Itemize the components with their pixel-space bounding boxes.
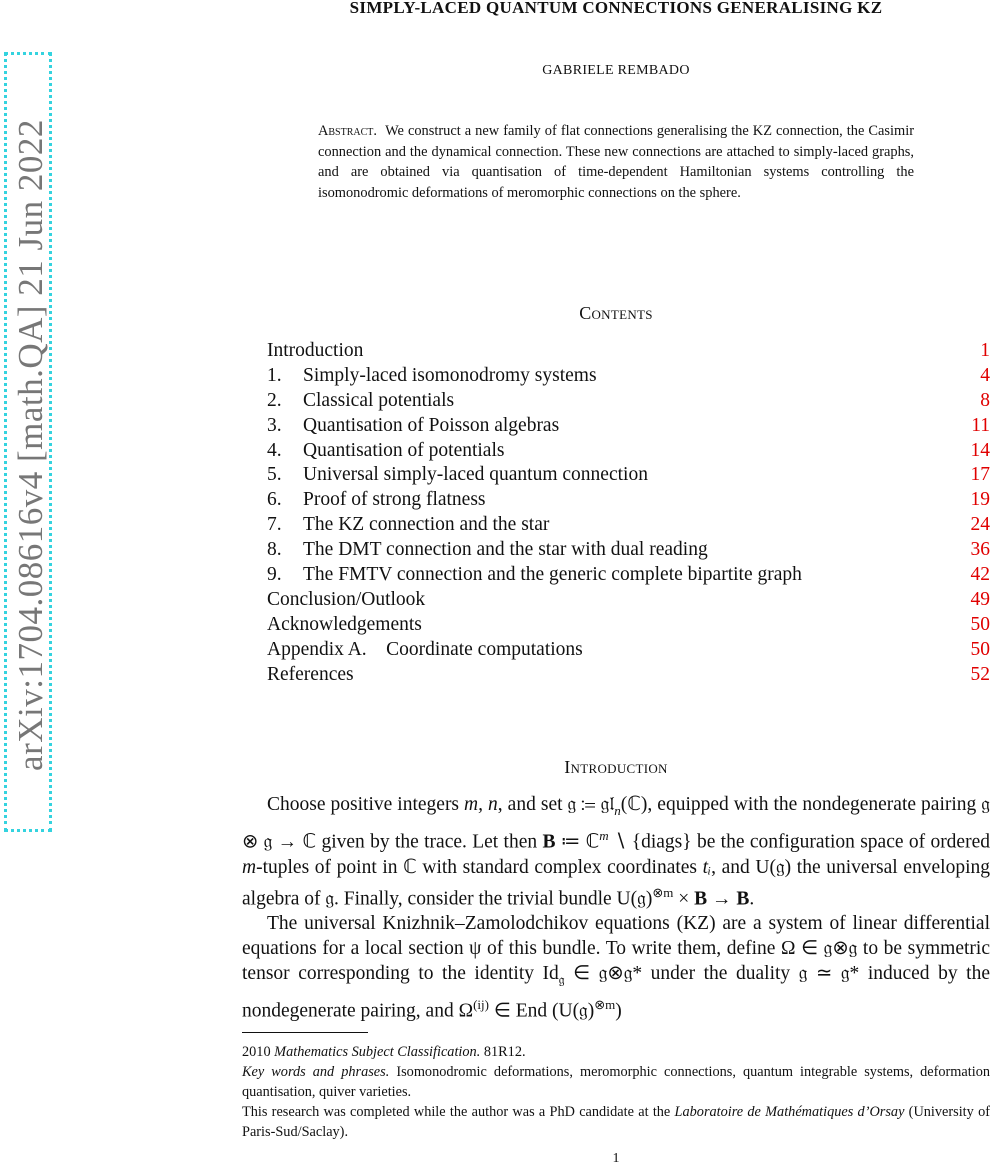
toc-entry-number: 7. bbox=[267, 514, 303, 536]
paper-title: SIMPLY-LACED QUANTUM CONNECTIONS GENERALISING KZ bbox=[242, 0, 990, 18]
toc-entry-title bbox=[267, 564, 802, 586]
toc-page-link[interactable]: 8 bbox=[980, 390, 990, 412]
paper-author: GABRIELE REMBADO bbox=[242, 63, 990, 79]
footnote-rule bbox=[242, 1032, 368, 1033]
intro-paragraph-1: Choose positive integers m, n, and set 𝔤 ≔ 𝔤𝔩$_n$(ℂ), equipped with the nondegenerate pairing 𝔤 ⊗ 𝔤 → ℂ given by the trace. Let then B ≔ ℂ$^m$ ∖ {diags} be the configuration space of ordered m-tuples of point in ℂ with standard complex coordinates tᵢ, and U(𝔤) the universal enveloping algebra of 𝔤. Finally, consider the trivial bundle U(𝔤)$^{\otimes m}$ × B → B. bbox=[242, 792, 990, 911]
toc-entry[interactable] bbox=[267, 664, 990, 689]
toc-entry[interactable] bbox=[267, 614, 990, 639]
toc-entry-title bbox=[267, 614, 422, 636]
toc-page-link[interactable]: 52 bbox=[971, 664, 990, 686]
toc-entry-number: 1. bbox=[267, 365, 303, 387]
toc-entry-label: Quantisation of Poisson algebras bbox=[303, 415, 559, 436]
toc-page-link[interactable]: 36 bbox=[971, 539, 990, 561]
toc-entry-title bbox=[267, 539, 708, 561]
toc-entry-number: 9. bbox=[267, 564, 303, 586]
toc-page-link[interactable]: 19 bbox=[971, 489, 990, 511]
toc-entry-title bbox=[267, 639, 583, 661]
toc-entry-number: 6. bbox=[267, 489, 303, 511]
toc-entry-title bbox=[267, 514, 549, 536]
toc-entry-label: References bbox=[267, 664, 354, 685]
toc-entry[interactable] bbox=[267, 564, 990, 589]
toc-entry[interactable] bbox=[267, 589, 990, 614]
toc-page-link[interactable]: 49 bbox=[971, 589, 990, 611]
toc-entry-number: 3. bbox=[267, 415, 303, 437]
toc-entry-label: Acknowledgements bbox=[267, 614, 422, 635]
toc-page-link[interactable]: 50 bbox=[971, 639, 990, 661]
toc-entry-number: 8. bbox=[267, 539, 303, 561]
toc-entry[interactable] bbox=[267, 365, 990, 390]
toc-entry[interactable] bbox=[267, 639, 990, 664]
toc-entry[interactable] bbox=[267, 390, 990, 415]
footnote-keywords: Key words and phrases. Isomonodromic deformations, meromorphic connections, quantum integrable systems, deformation quantisation, quiver varieties. bbox=[242, 1062, 990, 1102]
toc-entry-label: Conclusion/Outlook bbox=[267, 589, 425, 610]
toc-entry-label: The DMT connection and the star with dual reading bbox=[303, 539, 708, 560]
footnote-msc: 2010 Mathematics Subject Classification. 81R12. bbox=[242, 1042, 990, 1062]
page-number: 1 bbox=[242, 1151, 990, 1167]
toc-entry-title bbox=[267, 464, 648, 486]
toc-entry-label: Quantisation of potentials bbox=[303, 440, 504, 461]
toc-entry-label: Simply-laced isomonodromy systems bbox=[303, 365, 597, 386]
toc-entry-title bbox=[267, 390, 454, 412]
toc-entry-label: The FMTV connection and the generic complete bipartite graph bbox=[303, 564, 802, 585]
table-of-contents bbox=[267, 340, 990, 688]
abstract-text: We construct a new family of flat connections generalising the KZ connection, the Casimir connection and the dynamical connection. These new connections are attached to simply-laced graphs, and are obtained via quantisation of time-dependent Hamiltonian systems controlling the isomonodromic deformations of meromorphic connections on the sphere. bbox=[318, 123, 914, 201]
toc-entry-label: Introduction bbox=[267, 340, 363, 361]
toc-entry-label: Proof of strong flatness bbox=[303, 489, 486, 510]
toc-entry-title bbox=[267, 489, 486, 511]
toc-entry-number: 4. bbox=[267, 440, 303, 462]
toc-entry-title bbox=[267, 340, 363, 362]
toc-entry-title bbox=[267, 664, 354, 686]
intro-paragraph-2: The universal Knizhnik–Zamolodchikov equations (KZ) are a system of linear differential equations for a local section ψ of this bundle. To write them, define Ω ∈ 𝔤⊗𝔤 to be symmetric tensor corresponding to the identity $Id_𝔤$ ∈ 𝔤⊗𝔤* under the duality 𝔤 ≃ 𝔤* induced by the nondegenerate pairing, and $\Omega^{(ij)}$ ∈ End (U(𝔤)$^{\otimes m}$) bbox=[242, 911, 990, 1024]
toc-entry[interactable] bbox=[267, 514, 990, 539]
toc-entry-label: The KZ connection and the star bbox=[303, 514, 549, 535]
introduction-body bbox=[242, 792, 990, 1024]
introduction-heading: Introduction bbox=[242, 757, 990, 778]
contents-heading: Contents bbox=[242, 303, 990, 324]
toc-page-link[interactable]: 4 bbox=[980, 365, 990, 387]
toc-entry-number: 2. bbox=[267, 390, 303, 412]
toc-entry-label: Appendix A. Coordinate computations bbox=[267, 639, 583, 660]
toc-entry[interactable] bbox=[267, 440, 990, 465]
abstract-label: Abstract. bbox=[318, 123, 377, 139]
arxiv-identifier: arXiv:1704.08616v4 [math.QA] 21 Jun 2022 bbox=[7, 55, 55, 835]
toc-page-link[interactable]: 17 bbox=[971, 464, 990, 486]
toc-entry-title bbox=[267, 440, 504, 462]
toc-entry-label: Universal simply-laced quantum connection bbox=[303, 464, 648, 485]
toc-entry-title bbox=[267, 589, 425, 611]
toc-page-link[interactable]: 11 bbox=[971, 415, 990, 437]
toc-entry-number: 5. bbox=[267, 464, 303, 486]
toc-entry[interactable] bbox=[267, 539, 990, 564]
toc-page-link[interactable]: 50 bbox=[971, 614, 990, 636]
footnotes bbox=[242, 1042, 990, 1142]
toc-page-link[interactable]: 14 bbox=[971, 440, 990, 462]
toc-page-link[interactable]: 24 bbox=[971, 514, 990, 536]
toc-entry[interactable] bbox=[267, 489, 990, 514]
toc-page-link[interactable]: 42 bbox=[971, 564, 990, 586]
arxiv-sidebar-stamp bbox=[4, 52, 52, 832]
toc-entry[interactable] bbox=[267, 415, 990, 440]
toc-entry[interactable] bbox=[267, 340, 990, 365]
abstract bbox=[318, 121, 914, 203]
toc-entry[interactable] bbox=[267, 464, 990, 489]
toc-page-link[interactable]: 1 bbox=[980, 340, 990, 362]
footnote-research: This research was completed while the author was a PhD candidate at the Laboratoire de Mathématiques d’Orsay (University of Paris-Sud/Saclay). bbox=[242, 1102, 990, 1142]
toc-entry-label: Classical potentials bbox=[303, 390, 454, 411]
toc-entry-title bbox=[267, 415, 559, 437]
toc-entry-title bbox=[267, 365, 597, 387]
